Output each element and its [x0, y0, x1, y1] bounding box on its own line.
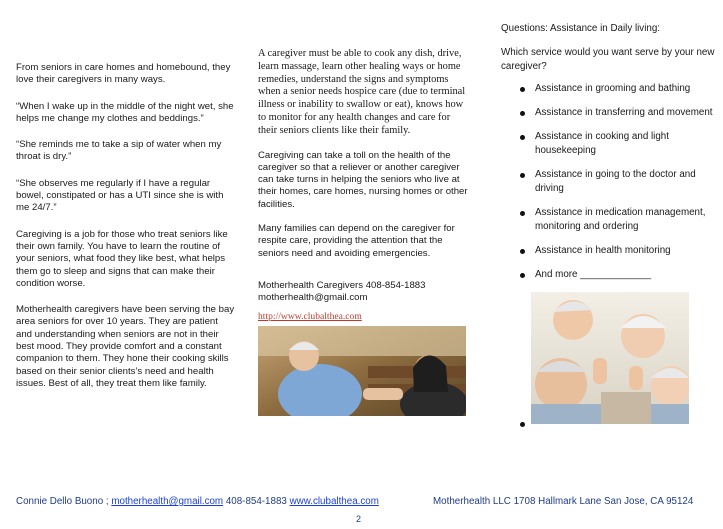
clubalthea-link[interactable]: http://www.clubalthea.com	[258, 310, 362, 322]
left-column	[16, 62, 236, 404]
list-item: Assistance in transferring and movement	[501, 106, 715, 120]
quote-observes: “She observes me regularly if I have a regular bowel, constipated or has a UTI since she is with me 24/7.”	[16, 177, 224, 214]
contact-email: motherhealth@gmail.com	[258, 292, 368, 304]
contact-phone: Motherhealth Caregivers 408-854-1883	[258, 279, 426, 291]
bullet-icon	[520, 135, 525, 140]
service-question: Which service would you want serve by your new caregiver?	[501, 47, 715, 72]
bullet-icon	[520, 211, 525, 216]
happy-seniors-photo	[531, 292, 689, 424]
toll-paragraph: Caregiving can take a toll on the health of the caregiver so that a reliever or another caregiver can take turns in helping the seniors who live at their homes, care homes, nursing homes or other facilities.	[258, 149, 468, 210]
footer-address: Motherhealth LLC 1708 Hallmark Lane San Jose, CA 95124	[433, 496, 694, 507]
bullet-icon	[520, 173, 525, 178]
bullet-icon	[520, 273, 525, 278]
services-list	[501, 82, 715, 282]
intro-paragraph: From seniors in care homes and homebound, they love their caregivers in many ways.	[16, 62, 231, 86]
contact-block	[258, 280, 470, 305]
right-column	[501, 22, 715, 432]
bullet-icon	[520, 111, 525, 116]
motherhealth-paragraph: Motherhealth caregivers have been serving the bay area seniors for over 10 years. They are patient and understanding when seniors are not in their best mood. They provide comfort and a constant companion to them. They hone their cooking skills based on their senior clients’s need and health issues. Best of all, they treat them like family.	[16, 304, 235, 389]
middle-column	[258, 48, 470, 416]
bullet-icon	[520, 249, 525, 254]
footer-email-link[interactable]: motherhealth@gmail.com	[111, 496, 224, 507]
list-item: Assistance in grooming and bathing	[501, 82, 715, 96]
caregiving-paragraph: Caregiving is a job for those who treat seniors like their own family. You have to learn the routine of your seniors, what food they like best, what helps them go to sleep and signs that can make their condition worse.	[16, 228, 228, 289]
quote-night: “When I wake up in the middle of the night wet, she helps me change my clothes and beddings.”	[16, 100, 234, 124]
list-item: Assistance in cooking and light housekeeping	[501, 130, 715, 158]
quote-water: “She reminds me to take a sip of water when my throat is dry.”	[16, 139, 222, 163]
list-item: Assistance in health monitoring	[501, 244, 715, 258]
bullet-icon	[520, 87, 525, 92]
footer-phone: 408-854-1883	[223, 496, 290, 507]
list-item: Assistance in going to the doctor and driving	[501, 168, 715, 196]
caregiver-senior-photo	[258, 326, 466, 416]
bullet-icon	[520, 422, 525, 427]
list-item: And more _____________	[501, 268, 715, 282]
caregiver-skills-paragraph: A caregiver must be able to cook any dish, drive, learn massage, learn other healing ways or home remedies, understand the signs and symptoms when a senior needs hospice care (due to terminal illness or inability to swallow or eat), knows how to monitor for any health changes and care for their seniors clients like their family.	[258, 48, 466, 136]
footer-site-link[interactable]: www.clubalthea.com	[289, 496, 379, 507]
questions-heading: Questions: Assistance in Daily living:	[501, 23, 660, 34]
list-item: Assistance in medication management, monitoring and ordering	[501, 206, 715, 234]
footer-name: Connie Dello Buono	[16, 496, 104, 507]
respite-paragraph: Many families can depend on the caregiver for respite care, providing the attention that the seniors need and avoiding emergencies.	[258, 223, 455, 259]
page-number: 2	[356, 514, 362, 524]
